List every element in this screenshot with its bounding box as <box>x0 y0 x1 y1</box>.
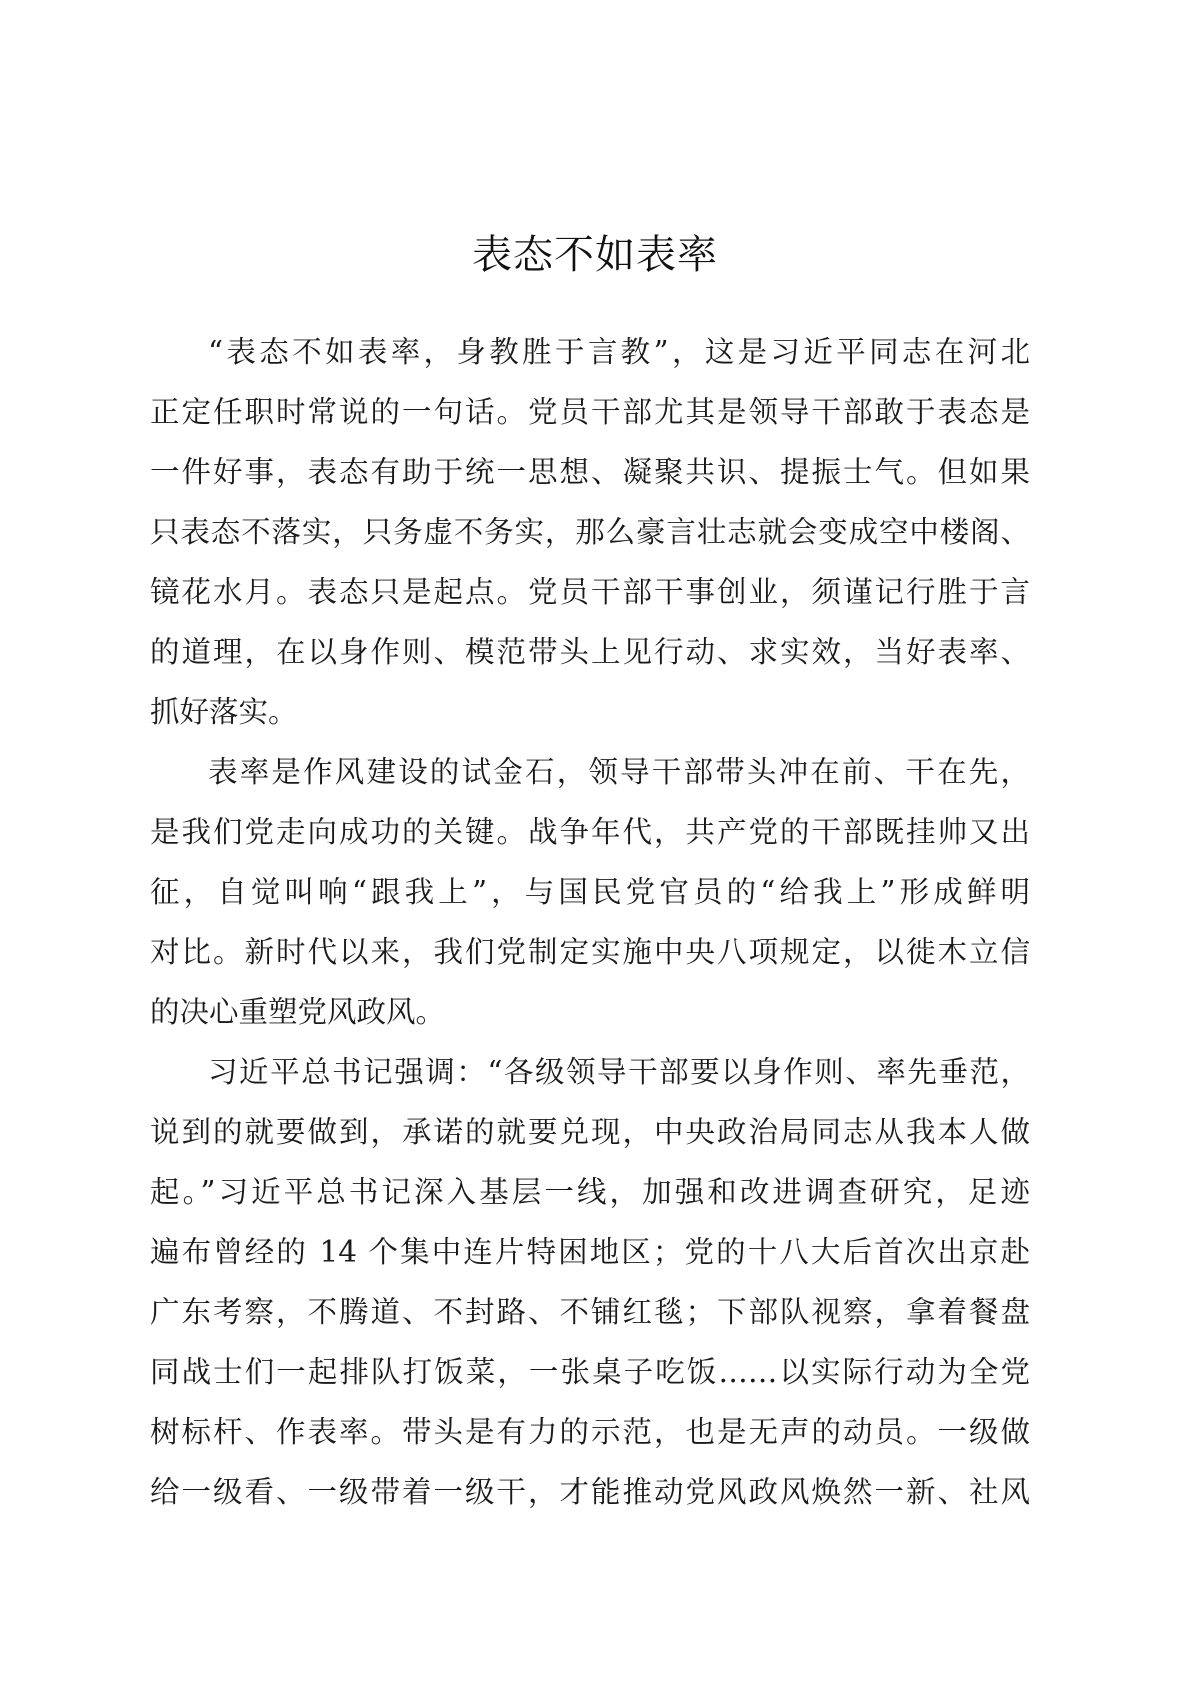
paragraph-2-line-5: 的决心重塑党风政风。 <box>150 995 446 1029</box>
paragraph-1-line-4: 只表态不落实，只务虚不务实，那么豪言壮志就会变成空中楼阁、 <box>150 515 1030 549</box>
paragraph-3-line-7: 树标杆、作表率。带头是有力的示范，也是无声的动员。一级做 <box>150 1415 1030 1449</box>
paragraph-3-line-4: 遍布曾经的 14 个集中连片特困地区；党的十八大后首次出京赴 <box>150 1235 1030 1269</box>
paragraph-2-line-1: 表率是作风建设的试金石，领导干部带头冲在前、干在先， <box>208 755 1030 789</box>
paragraph-1-line-6: 的道理，在以身作则、模范带头上见行动、求实效，当好表率、 <box>150 635 1030 669</box>
paragraph-3-line-3: 起。”习近平总书记深入基层一线，加强和改进调查研究，足迹 <box>150 1175 1030 1209</box>
paragraph-1-line-5: 镜花水月。表态只是起点。党员干部干事创业，须谨记行胜于言 <box>150 575 1030 609</box>
paragraph-1-line-1: “表态不如表率，身教胜于言教”，这是习近平同志在河北 <box>208 335 1030 369</box>
paragraph-3-line-8: 给一级看、一级带着一级干，才能推动党风政风焕然一新、社风 <box>150 1475 1030 1509</box>
paragraph-3-line-5: 广东考察，不腾道、不封路、不铺红毯；下部队视察，拿着餐盘 <box>150 1295 1030 1329</box>
paragraph-1-line-3: 一件好事，表态有助于统一思想、凝聚共识、提振士气。但如果 <box>150 455 1030 489</box>
paragraph-2-line-4: 对比。新时代以来，我们党制定实施中央八项规定，以徙木立信 <box>150 935 1030 969</box>
paragraph-2-line-2: 是我们党走向成功的关键。战争年代，共产党的干部既挂帅又出 <box>150 815 1030 849</box>
paragraph-2-line-3: 征，自觉叫响“跟我上”，与国民党官员的“给我上”形成鲜明 <box>150 875 1030 909</box>
paragraph-3-line-6: 同战士们一起排队打饭菜，一张桌子吃饭……以实际行动为全党 <box>150 1355 1030 1389</box>
document-title: 表态不如表率 <box>472 232 718 278</box>
paragraph-1-line-7: 抓好落实。 <box>150 695 298 729</box>
paragraph-3-line-1: 习近平总书记强调：“各级领导干部要以身作则、率先垂范， <box>208 1055 1030 1089</box>
paragraph-3-line-2: 说到的就要做到，承诺的就要兑现，中央政治局同志从我本人做 <box>150 1115 1030 1149</box>
paragraph-1-line-2: 正定任职时常说的一句话。党员干部尤其是领导干部敢于表态是 <box>150 395 1030 429</box>
